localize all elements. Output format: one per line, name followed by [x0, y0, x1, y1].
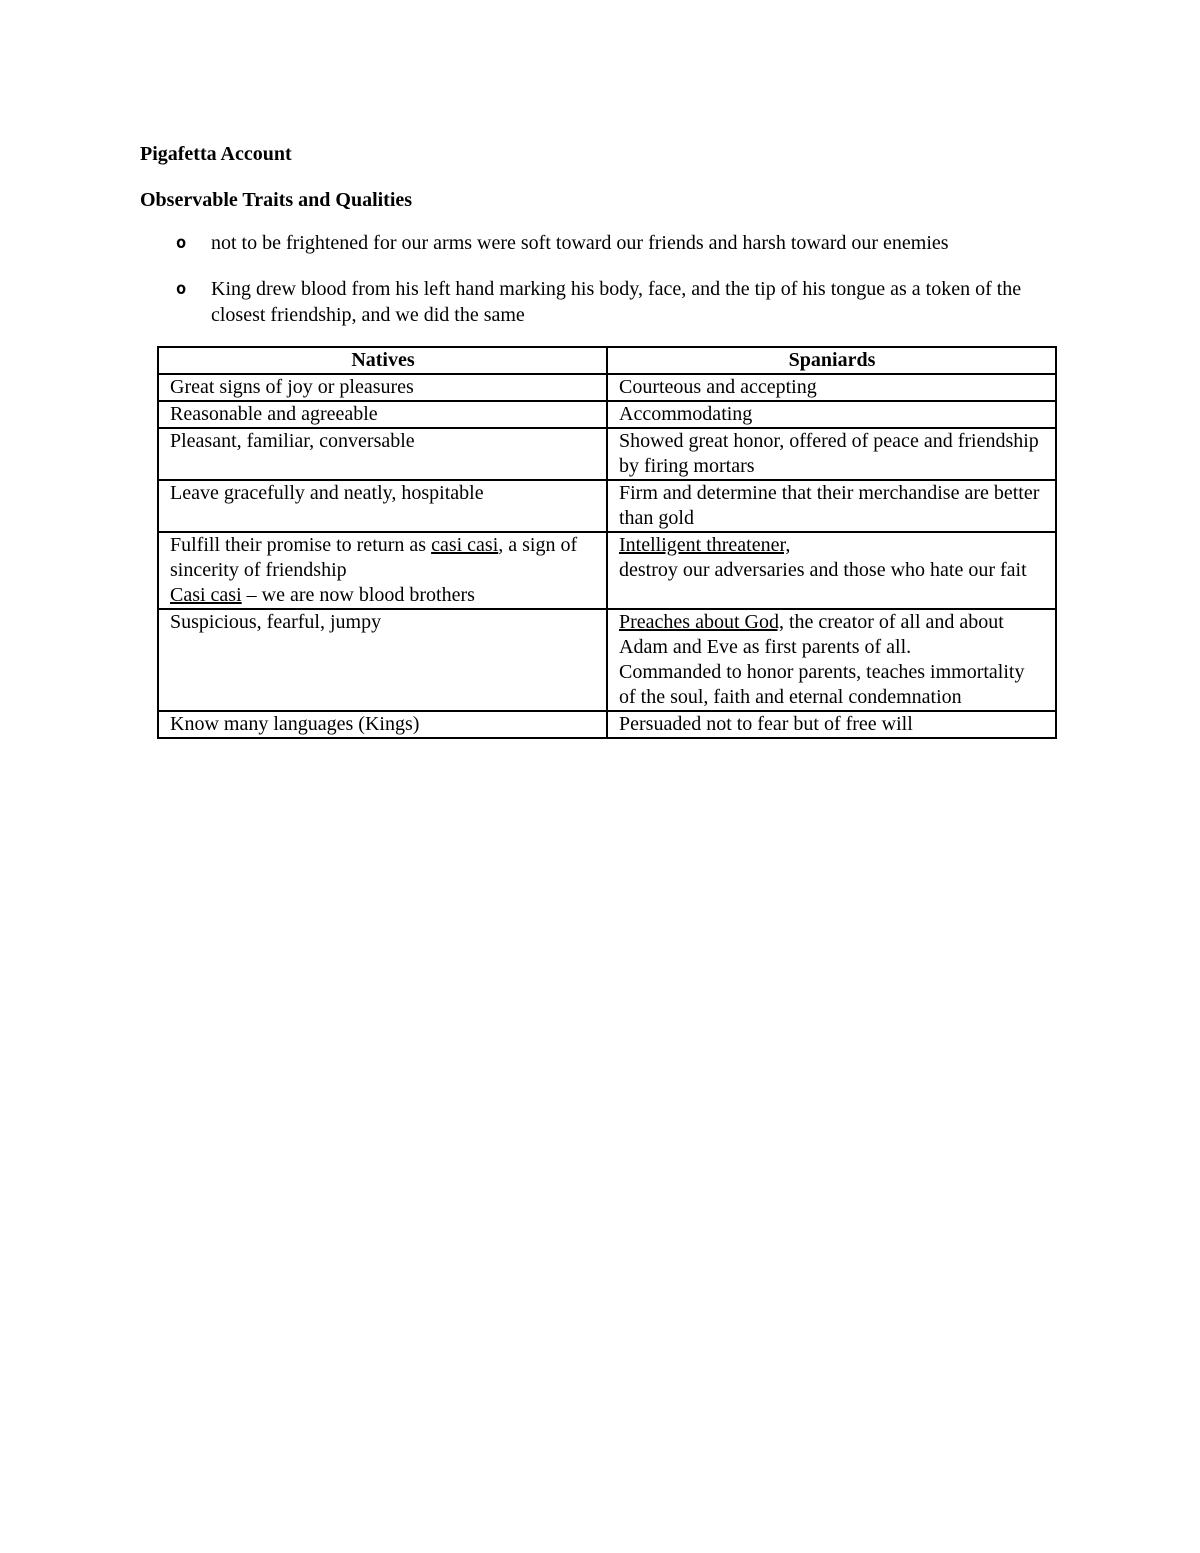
natives-cell: Know many languages (Kings) [158, 711, 607, 738]
cell-text: Fulfill their promise to return as [170, 534, 432, 556]
natives-cell: Suspicious, fearful, jumpy [158, 609, 607, 711]
document-title: Pigafetta Account [140, 143, 292, 165]
natives-cell: Great signs of joy or pleasures [158, 374, 607, 401]
cell-text: the creator of all and about Adam and Eve as first parents of all. [619, 611, 1004, 658]
spaniards-cell: Accommodating [607, 401, 1056, 428]
table-row [158, 711, 1056, 738]
bullet-icon: o [176, 233, 187, 253]
underlined-term: Casi casi [170, 584, 242, 606]
spaniards-cell [607, 532, 1056, 609]
table-row [158, 480, 1056, 532]
table-header-row [158, 347, 1056, 374]
cell-text: Commanded to honor parents, teaches immortality of the soul, faith and eternal condemnation [619, 661, 1025, 708]
bullet-list [140, 230, 1070, 348]
spaniards-cell: Firm and determine that their merchandise are better than gold [607, 480, 1056, 532]
underlined-term: Preaches about God, [619, 611, 784, 633]
list-item [140, 230, 1070, 256]
natives-cell: Pleasant, familiar, conversable [158, 428, 607, 480]
list-item [140, 276, 1070, 328]
bullet-text: not to be frightened for our arms were soft toward our friends and harsh toward our enemies [211, 232, 949, 254]
table-row [158, 532, 1056, 609]
natives-cell [158, 532, 607, 609]
spaniards-cell [607, 609, 1056, 711]
table-row [158, 401, 1056, 428]
underlined-term: casi casi [431, 534, 499, 556]
table-row [158, 374, 1056, 401]
cell-text: , a sign of sincerity of friendship [170, 534, 578, 581]
column-header-natives: Natives [158, 347, 607, 374]
spaniards-cell: Persuaded not to fear but of free will [607, 711, 1056, 738]
bullet-text: King drew blood from his left hand marking his body, face, and the tip of his tongue as a token of the closest friendship, and we did the same [211, 278, 1022, 326]
column-header-spaniards: Spaniards [607, 347, 1056, 374]
underlined-term: Intelligent threatener, [619, 534, 791, 556]
natives-cell: Leave gracefully and neatly, hospitable [158, 480, 607, 532]
spaniards-cell: Courteous and accepting [607, 374, 1056, 401]
table-row [158, 609, 1056, 711]
cell-text: destroy our adversaries and those who hate our fait [619, 559, 1027, 581]
section-heading: Observable Traits and Qualities [140, 189, 413, 211]
spaniards-cell: Showed great honor, offered of peace and friendship by firing mortars [607, 428, 1056, 480]
table-row [158, 428, 1056, 480]
cell-text: – we are now blood brothers [241, 584, 475, 606]
traits-table [157, 346, 1057, 739]
natives-cell: Reasonable and agreeable [158, 401, 607, 428]
bullet-icon: o [176, 279, 187, 299]
